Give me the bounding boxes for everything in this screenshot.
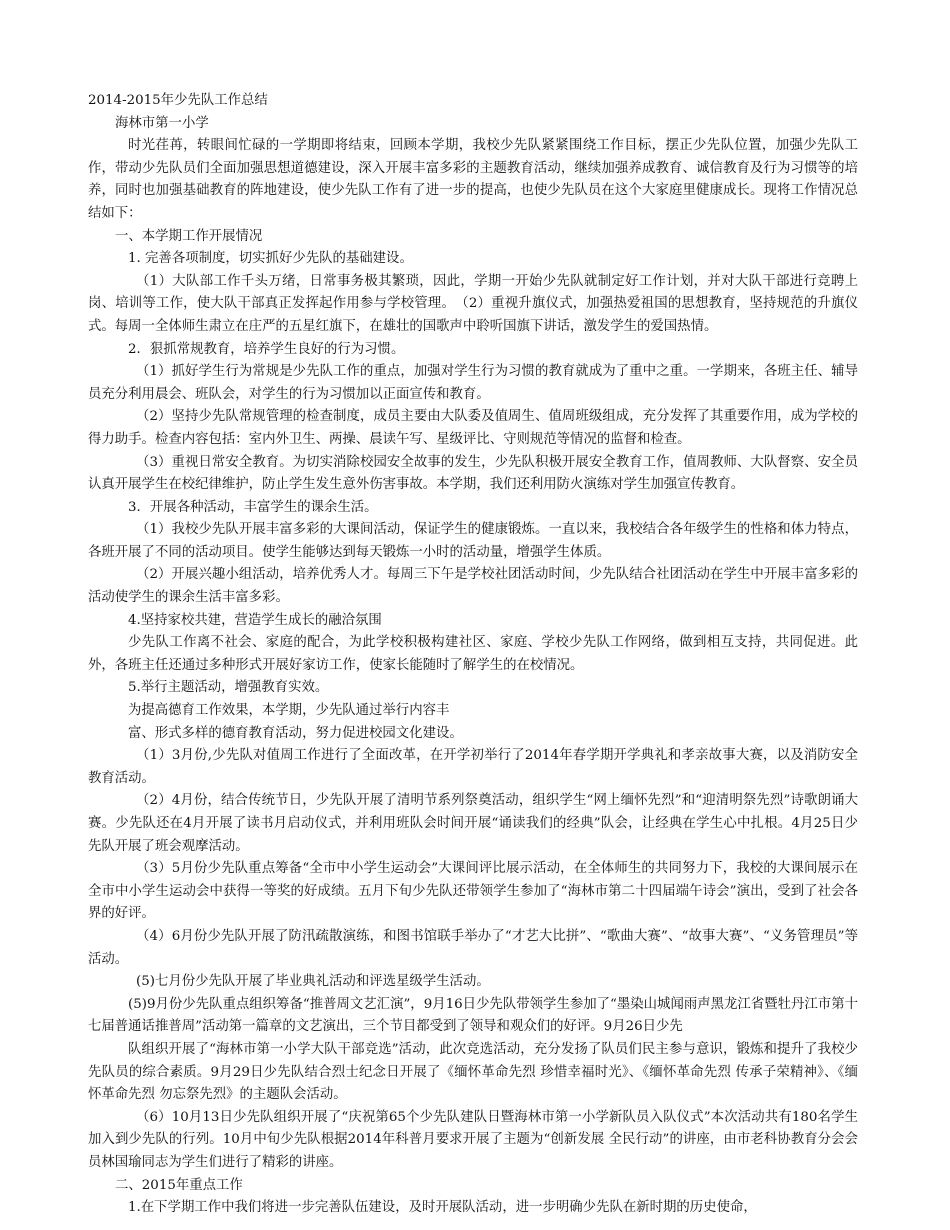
activity-item: （2）4月份，结合传统节日，少先队开展了清明节系列祭奠活动，组织学生“网上缅怀先烈”和“迎清明祭先烈”诗歌朗诵大赛。少先队还在4月开展了读书月启动仪式，并利用班队会时间开展“诵读我们的经典”队会，让经典在学生心中扎根。4月25日少先队开展了班会观摩活动。 xyxy=(88,793,858,854)
paragraph: （2）坚持少先队常规管理的检查制度，成员主要由大队委及值周生、值周班级组成，充分发挥了其重要作用，成为学校的得力助手。检查内容包括：室内外卫生、两操、晨读午写、星级评比、守则规范等情况的监督和检查。 xyxy=(88,409,858,447)
activity-item: 队组织开展了“海林市第一小学大队干部竞选”活动，此次竞选活动，充分发扬了队员们民主参与意识，锻炼和提升了我校少先队员的综合素质。9月29日少先队结合烈士纪念日开展了《缅怀革命先烈 珍惜幸福时光》、《缅怀革命先烈 传承子荣精神》、《缅怀革命先烈 勿忘祭先烈》的主题队会活动。 xyxy=(88,1041,858,1103)
activity-item: （4）6月份少先队开展了防汛疏散演练，和图书馆联手举办了“才艺大比拼”、“歌曲大赛”、“故事大赛”、“义务管理员”等活动。 xyxy=(88,928,858,967)
paragraph: （3）重视日常安全教育。为切实消除校园安全故事的发生，少先队积极开展安全教育工作，值周教师、大队督察、安全员认真开展学生在校纪律维护，防止学生发生意外伤害事故。本学期，我们还利用防火演练对学生加强宣传教育。 xyxy=(88,454,858,493)
paragraph: 1.在下学期工作中我们将进一步完善队伍建设，及时开展队活动，进一步明确少先队在新时期的历史使命， xyxy=(128,1200,757,1216)
activity-item: （3）5月份少先队重点筹备“全市中小学生运动会”大课间评比展示活动，在全体师生的共同努力下，我校的大课间展示在全市中小学生运动会中获得一等奖的好成绩。五月下旬少先队还带领学生参加了“海林市第二十四届端午诗会”演出，受到了社会各界的好评。 xyxy=(88,861,858,922)
school-name: 海林市第一小学 xyxy=(115,115,209,131)
intro-paragraph: 时光荏苒，转眼间忙碌的一学期即将结束，回顾本学期，我校少先队紧紧围绕工作目标，摆正少先队位置，加强少先队工作，带动少先队员们全面加强思想道德建设，深入开展丰富多彩的主题教育活动，继续加强养成教育、诚信教育及行为习惯等的培养，同时也加强基础教育的阵地建设，使少先队工作有了进一步的提高，也使少先队员在这个大家庭里健康成长。现将工作情况总结如下： xyxy=(88,138,858,221)
paragraph: （1）抓好学生行为常规是少先队工作的重点，加强对学生行为习惯的教育就成为了重中之重。一学期来，各班主任、辅导员充分利用晨会、班队会，对学生的行为习惯加以正面宣传和教育。 xyxy=(88,364,858,402)
document-title: 2014-2015年少先队工作总结 xyxy=(88,93,268,108)
paragraph: 富、形式多样的德育教育活动，努力促进校园文化建设。 xyxy=(128,725,463,741)
subsection-heading: 4.坚持家校共建，营造学生成长的融洽氛围 xyxy=(128,612,382,628)
document-body xyxy=(88,90,858,1220)
activity-item: (5)9月份少先队重点组织筹备“推普周文艺汇演”，9月16日少先队带领学生参加了“墨染山城闻雨声黑龙江省暨牡丹江市第十七届普通话推普周”活动第一篇章的文艺演出，三个节目都受到了领导和观众们的好评。9月26日少先 xyxy=(88,996,858,1035)
subsection-heading: 2．狠抓常规教育，培养学生良好的行为习惯。 xyxy=(128,341,405,357)
activity-item: （6）10月13日少先队组织开展了“庆祝第65个少先队建队日暨海林市第一小学新队员入队仪式”本次活动共有180名学生加入到少先队的行列。10月中旬少先队根据2014年科普月要求开展了主题为“创新发展 全民行动”的讲座，由市老科协教育分会会员林国瑜同志为学生们进行了精彩的讲座。 xyxy=(88,1109,858,1170)
activity-item: （1）3月份,少先队对值周工作进行了全面改革，在开学初举行了2014年春学期开学典礼和孝亲故事大赛，以及消防安全教育活动。 xyxy=(88,748,858,786)
subsection-heading: 1. 完善各项制度，切实抓好少先队的基础建设。 xyxy=(128,251,413,267)
paragraph: （1）大队部工作千头万绪，日常事务极其繁琐，因此，学期一开始少先队就制定好工作计划，并对大队干部进行竞聘上岗、培训等工作，使大队干部真正发挥起作用参与学校管理。 （2）重视升旗仪式，加强热爱祖国的思想教育，坚持规范的升旗仪式。每周一全体师生肃立在庄严的五星红旗下，在雄壮的国歌声中聆听国旗下讲话，激发学生的爱国热情。 xyxy=(88,273,858,334)
subsection-heading: 3．开展各种活动，丰富学生的课余生活。 xyxy=(128,499,378,515)
activity-item: (5)七月份少先队开展了毕业典礼活动和评选星级学生活动。 xyxy=(136,974,490,990)
section-heading: 一、本学期工作开展情况 xyxy=(115,228,263,244)
subsection-heading: 5.举行主题活动，增强教育实效。 xyxy=(128,680,329,696)
paragraph: 少先队工作离不社会、家庭的配合，为此学校积极构建社区、家庭、学校少先队工作网络，做到相互支持，共同促进。此外，各班主任还通过多种形式开展好家访工作，使家长能随时了解学生的在校情况。 xyxy=(88,635,858,673)
section-heading: 二、2015年重点工作 xyxy=(115,1177,243,1193)
paragraph: 为提高德育工作效果，本学期，少先队通过举行内容丰 xyxy=(128,703,450,719)
paragraph: （2）开展兴趣小组活动，培养优秀人才。每周三下午是学校社团活动时间，少先队结合社团活动在学生中开展丰富多彩的活动使学生的课余生活丰富多彩。 xyxy=(88,567,858,606)
paragraph: （1）我校少先队开展丰富多彩的大课间活动，保证学生的健康锻炼。一直以来，我校结合各年级学生的性格和体力特点，各班开展了不同的活动项目。使学生能够达到每天锻炼一小时的活动量，增强学生体质。 xyxy=(88,522,858,560)
